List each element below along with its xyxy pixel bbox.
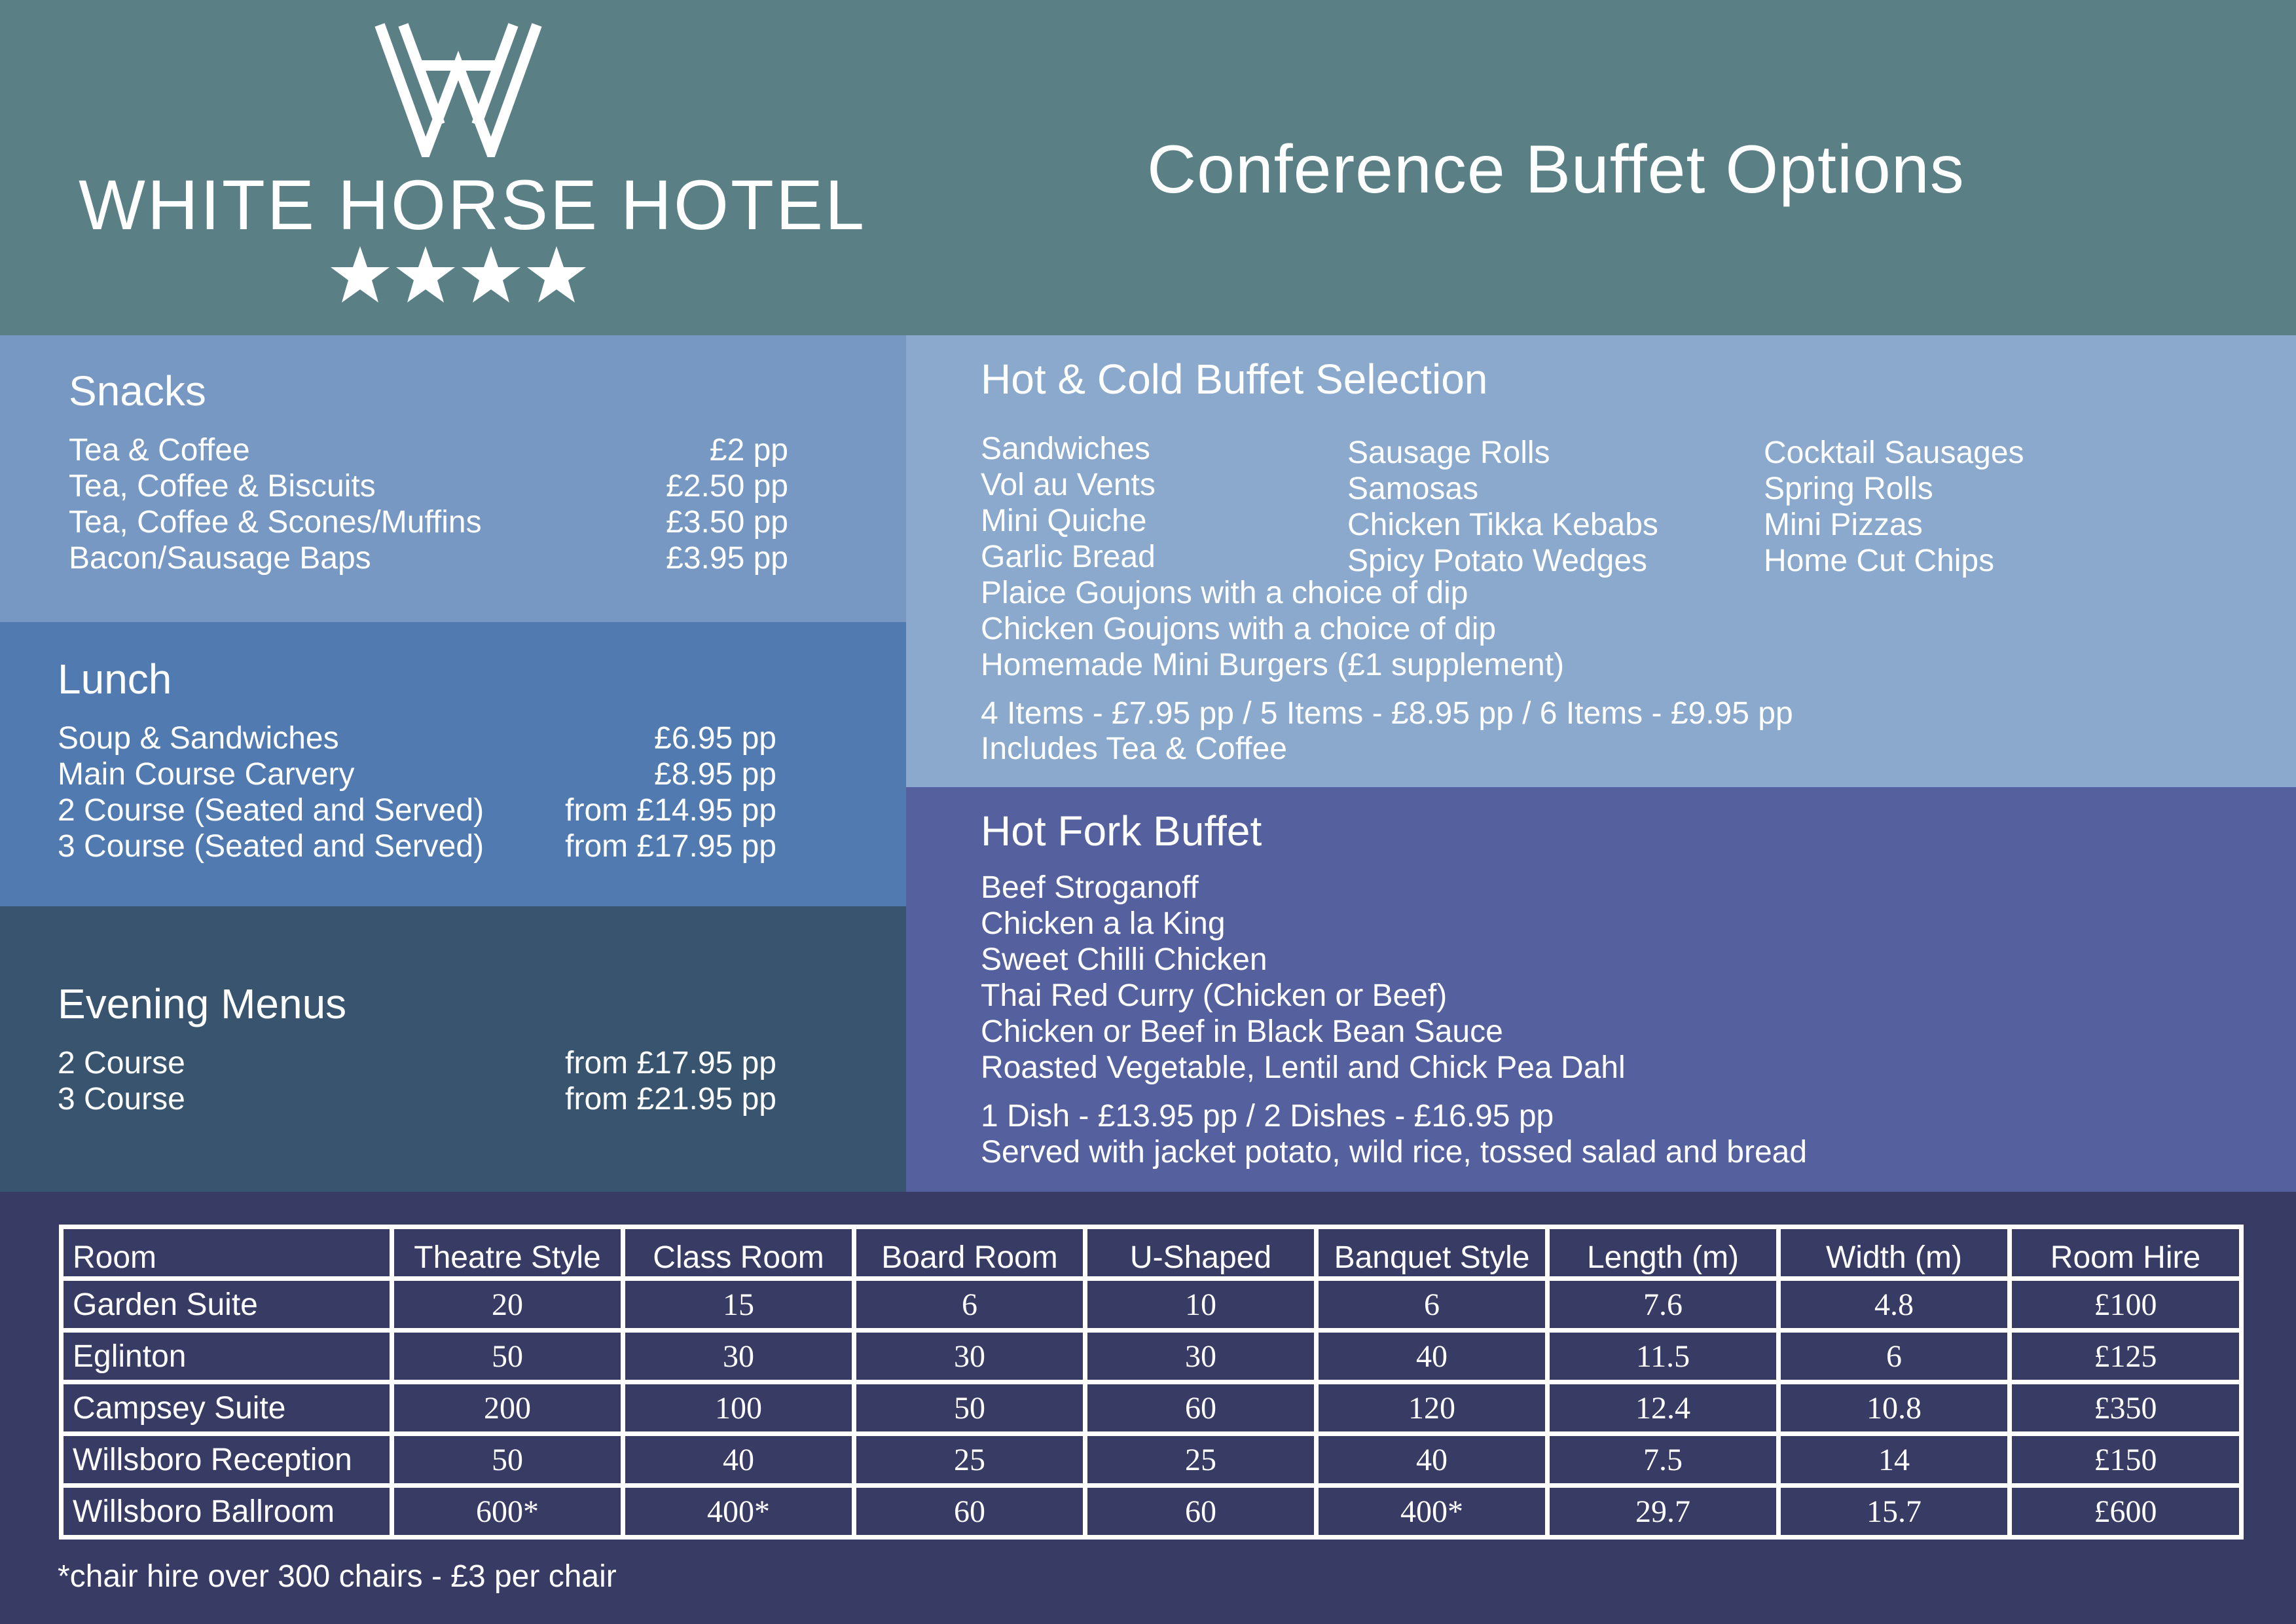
menu-item-price: £8.95 pp [654,757,776,792]
menu-item-name: Tea & Coffee [69,433,250,468]
table-cell: 400* [623,1486,854,1538]
hot-fork-title: Hot Fork Buffet [981,807,1262,855]
chair-hire-footnote: *chair hire over 300 chairs - £3 per chair [58,1559,617,1594]
table-cell: 25 [854,1434,1085,1486]
table-row [62,1279,2242,1331]
buffet-item: Sweet Chilli Chicken [981,942,1267,977]
table-cell: 100 [623,1382,854,1434]
white-horse-logo-icon [374,20,542,157]
menu-item-name: 3 Course (Seated and Served) [58,829,484,864]
menu-item-price: £3.95 pp [666,541,788,576]
evening-menus-section [0,906,906,1192]
table-row [62,1331,2242,1382]
table-cell: Garden Suite [62,1279,392,1331]
table-cell: 50 [392,1331,623,1382]
menu-item-price: from £21.95 pp [565,1082,776,1116]
table-cell: £350 [2010,1382,2242,1434]
buffet-item: Chicken a la King [981,906,1226,941]
table-row [62,1382,2242,1434]
table-cell: 15.7 [1779,1486,2010,1538]
column-header: Room Hire [2010,1227,2242,1279]
buffet-item: Mini Quiche [981,504,1147,538]
buffet-item: Spicy Potato Wedges [1347,544,1648,578]
table-cell: 50 [392,1434,623,1486]
table-cell: 120 [1317,1382,1548,1434]
hot-cold-note: Includes Tea & Coffee [981,731,1287,766]
table-cell: Campsey Suite [62,1382,392,1434]
table-cell: 30 [623,1331,854,1382]
buffet-item: Chicken Tikka Kebabs [1347,507,1658,542]
table-cell: 29.7 [1548,1486,1779,1538]
column-header: Board Room [854,1227,1085,1279]
column-header: Theatre Style [392,1227,623,1279]
menu-item-price: £2.50 pp [666,469,788,504]
table-cell: £150 [2010,1434,2242,1486]
table-cell: 60 [1085,1486,1317,1538]
table-cell: 25 [1085,1434,1317,1486]
table-row [62,1434,2242,1486]
menu-item-name: 3 Course [58,1082,185,1116]
menu-item-price: from £17.95 pp [565,829,776,864]
buffet-item: Mini Pizzas [1764,507,1923,542]
table-cell: 14 [1779,1434,2010,1486]
room-capacity-section [0,1192,2296,1624]
menu-item-price: £3.50 pp [666,505,788,540]
table-cell: 6 [1317,1279,1548,1331]
table-cell: 30 [1085,1331,1317,1382]
column-header: Width (m) [1779,1227,2010,1279]
buffet-item: Home Cut Chips [1764,544,1995,578]
table-cell: 50 [854,1382,1085,1434]
hot-fork-pricing: 1 Dish - £13.95 pp / 2 Dishes - £16.95 pp [981,1099,1554,1134]
column-header: Length (m) [1548,1227,1779,1279]
table-cell: 7.6 [1548,1279,1779,1331]
buffet-item: Sandwiches [981,432,1150,466]
four-star-rating-icon [327,244,589,306]
column-header: Room [62,1227,392,1279]
buffet-item: Beef Stroganoff [981,870,1199,905]
table-cell: 200 [392,1382,623,1434]
menu-item-price: £6.95 pp [654,721,776,756]
hot-fork-note: Served with jacket potato, wild rice, tossed salad and bread [981,1135,1808,1170]
table-cell: £100 [2010,1279,2242,1331]
table-row [62,1486,2242,1538]
header-banner [0,0,2296,335]
table-cell: 15 [623,1279,854,1331]
buffet-item: Vol au Vents [981,468,1156,502]
table-cell: 6 [854,1279,1085,1331]
menu-item-name: Bacon/Sausage Baps [69,541,371,576]
hot-cold-title: Hot & Cold Buffet Selection [981,356,1488,403]
menu-item-name: 2 Course (Seated and Served) [58,793,484,828]
buffet-item: Cocktail Sausages [1764,435,2024,470]
hot-fork-buffet-section [906,787,2296,1192]
buffet-item: Thai Red Curry (Chicken or Beef) [981,978,1448,1013]
buffet-item: Samosas [1347,471,1479,506]
buffet-item: Chicken or Beef in Black Bean Sauce [981,1014,1503,1049]
buffet-item: Plaice Goujons with a choice of dip [981,576,1468,610]
room-capacity-table [59,1225,2244,1540]
column-header: Banquet Style [1317,1227,1548,1279]
menu-item-name: Tea, Coffee & Scones/Muffins [69,505,482,540]
table-cell: 6 [1779,1331,2010,1382]
snacks-title: Snacks [69,367,206,415]
table-cell: £125 [2010,1331,2242,1382]
buffet-item: Spring Rolls [1764,471,1933,506]
table-cell: 20 [392,1279,623,1331]
table-cell: 7.5 [1548,1434,1779,1486]
buffet-item: Garlic Bread [981,540,1156,574]
hot-cold-buffet-section [906,335,2296,787]
page-title: Conference Buffet Options [1147,132,1965,208]
table-cell: 30 [854,1331,1085,1382]
menu-item-name: Soup & Sandwiches [58,721,339,756]
snacks-section [0,335,906,622]
menu-item-name: Main Course Carvery [58,757,355,792]
buffet-item: Roasted Vegetable, Lentil and Chick Pea Dahl [981,1050,1626,1085]
table-header-row [62,1227,2242,1279]
table-cell: 10 [1085,1279,1317,1331]
table-cell: 12.4 [1548,1382,1779,1434]
buffet-item: Sausage Rolls [1347,435,1550,470]
table-cell: 400* [1317,1486,1548,1538]
table-cell: Willsboro Ballroom [62,1486,392,1538]
table-cell: 4.8 [1779,1279,2010,1331]
column-header: Class Room [623,1227,854,1279]
menu-item-name: Tea, Coffee & Biscuits [69,469,376,504]
menu-item-price: from £14.95 pp [565,793,776,828]
table-cell: 40 [1317,1434,1548,1486]
table-cell: 10.8 [1779,1382,2010,1434]
lunch-section [0,622,906,906]
buffet-item: Homemade Mini Burgers (£1 supplement) [981,648,1565,682]
table-cell: 60 [1085,1382,1317,1434]
table-cell: Willsboro Reception [62,1434,392,1486]
column-header: U-Shaped [1085,1227,1317,1279]
hot-cold-pricing: 4 Items - £7.95 pp / 5 Items - £8.95 pp / 6 Items - £9.95 pp [981,696,1793,731]
evening-title: Evening Menus [58,980,347,1027]
menu-item-price: £2 pp [709,433,788,468]
table-cell: £600 [2010,1486,2242,1538]
lunch-title: Lunch [58,655,172,703]
table-cell: 11.5 [1548,1331,1779,1382]
menu-item-price: from £17.95 pp [565,1046,776,1080]
table-cell: 60 [854,1486,1085,1538]
table-cell: Eglinton [62,1331,392,1382]
hotel-name: WHITE HORSE HOTEL [79,165,867,244]
table-cell: 600* [392,1486,623,1538]
menu-item-name: 2 Course [58,1046,185,1080]
table-cell: 40 [623,1434,854,1486]
buffet-item: Chicken Goujons with a choice of dip [981,612,1497,646]
table-cell: 40 [1317,1331,1548,1382]
